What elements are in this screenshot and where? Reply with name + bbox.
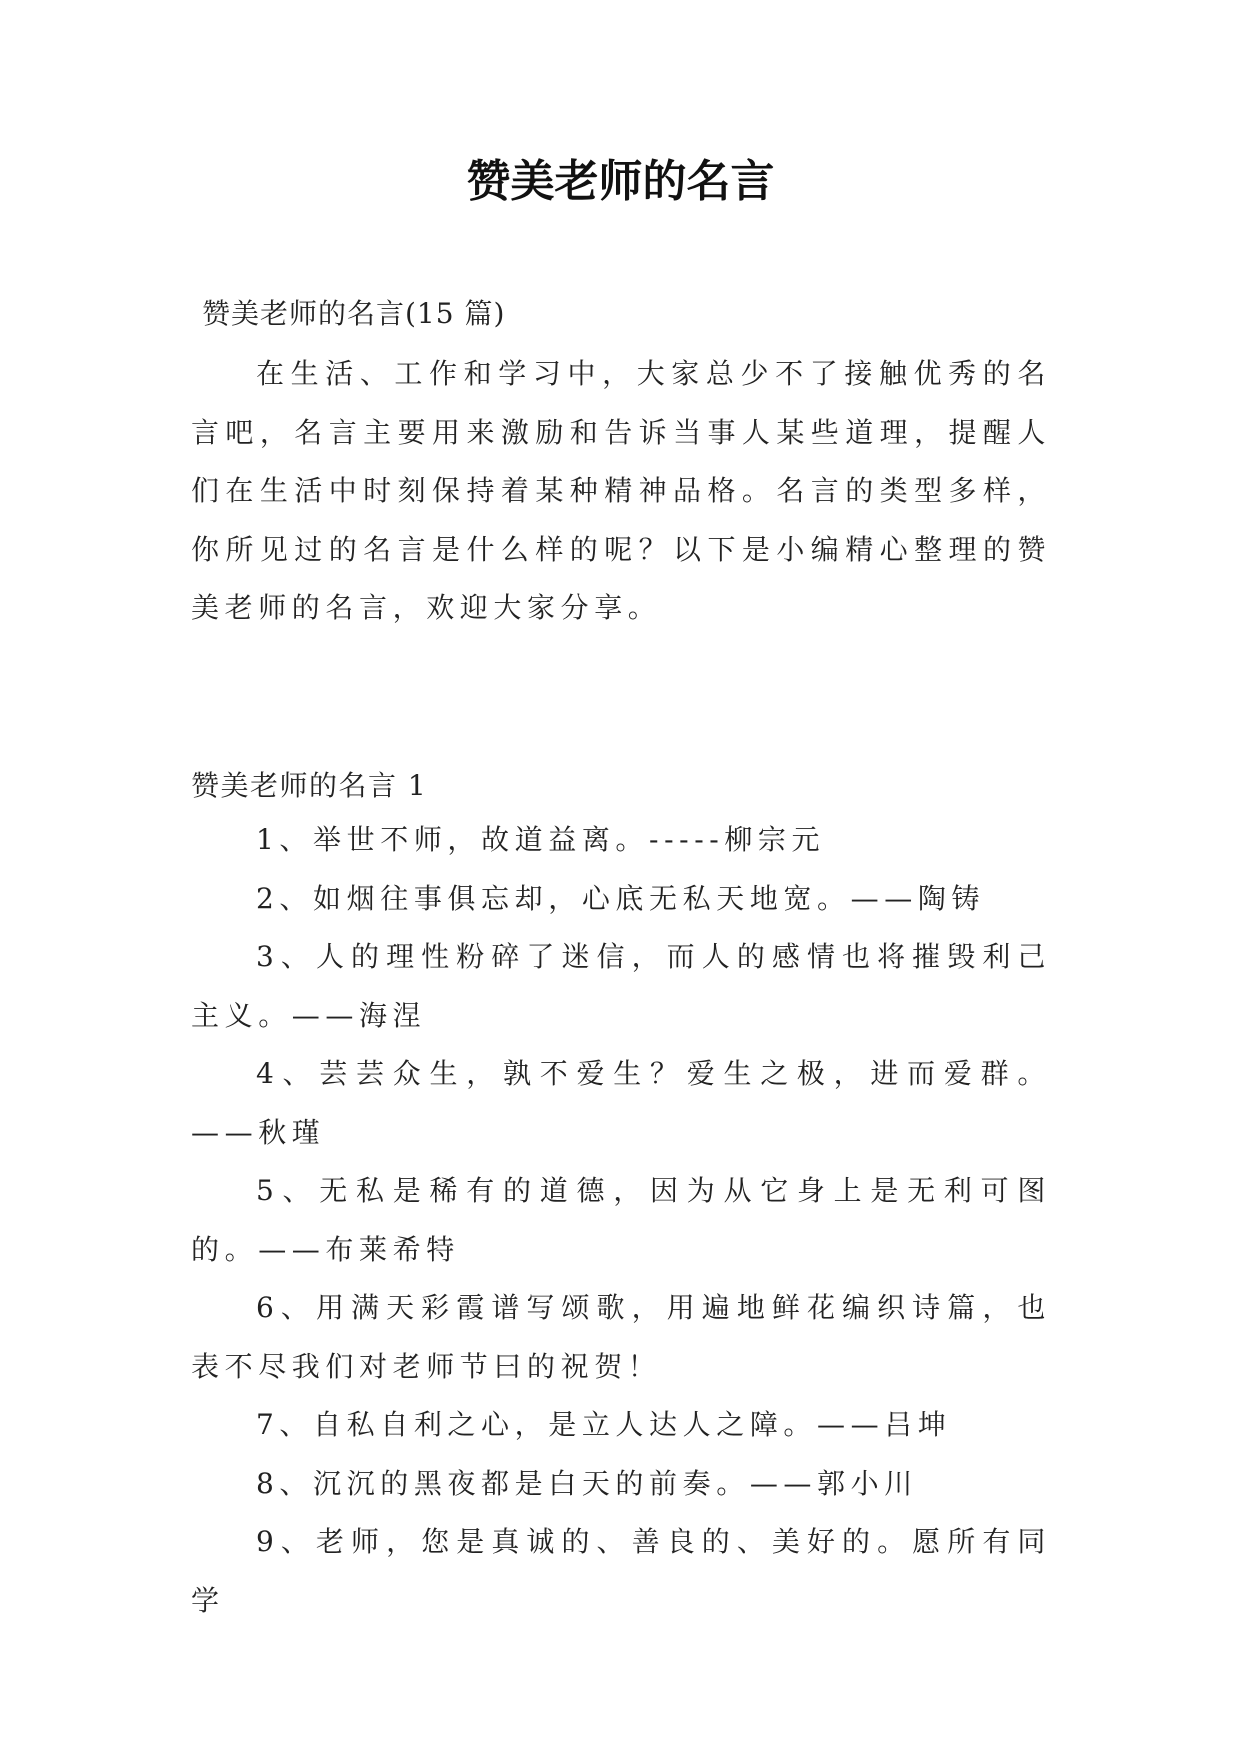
quote-item: 2、如烟往事俱忘却，心底无私天地宽。——陶铸 — [256, 881, 986, 915]
document-title: 赞美老师的名言 — [466, 156, 775, 207]
quote-list — [191, 811, 1051, 1630]
quote-item: 6、用满天彩霞谱写颂歌，用遍地鲜花编织诗篇，也表不尽我们对老师节曰的祝贺！ — [191, 1291, 1051, 1383]
quote-item: 1、举世不师，故道益离。-----柳宗元 — [256, 823, 826, 856]
quote-item: 8、沉沉的黑夜都是白天的前奏。——郭小川 — [256, 1466, 918, 1500]
section-heading: 赞美老师的名言 1 — [191, 769, 428, 802]
quote-item: 9、老师，您是真诚的、善良的、美好的。愿所有同学 — [191, 1525, 1051, 1617]
document-subtitle: 赞美老师的名言(15 篇) — [202, 297, 506, 330]
quote-item: 7、自私自利之心，是立人达人之障。——吕坤 — [256, 1408, 952, 1441]
quote-item: 5、无私是稀有的道德，因为从它身上是无利可图的。——布莱希特 — [191, 1174, 1051, 1266]
quote-item: 4、芸芸众生，孰不爱生？爱生之极，进而爱群。——秋瑾 — [191, 1057, 1051, 1149]
intro-paragraph: 在生活、工作和学习中，大家总少不了接触优秀的名言吧，名言主要用来激励和告诉当事人某些道理，提醒人们在生活中时刻保持着某种精神品格。名言的类型多样，你所见过的名言是什么样的呢？以下是小编精心整理的赞美老师的名言，欢迎大家分享。 — [191, 357, 1051, 624]
quote-item: 3、人的理性粉碎了迷信，而人的感情也将摧毁利己主义。——海涅 — [191, 940, 1051, 1032]
